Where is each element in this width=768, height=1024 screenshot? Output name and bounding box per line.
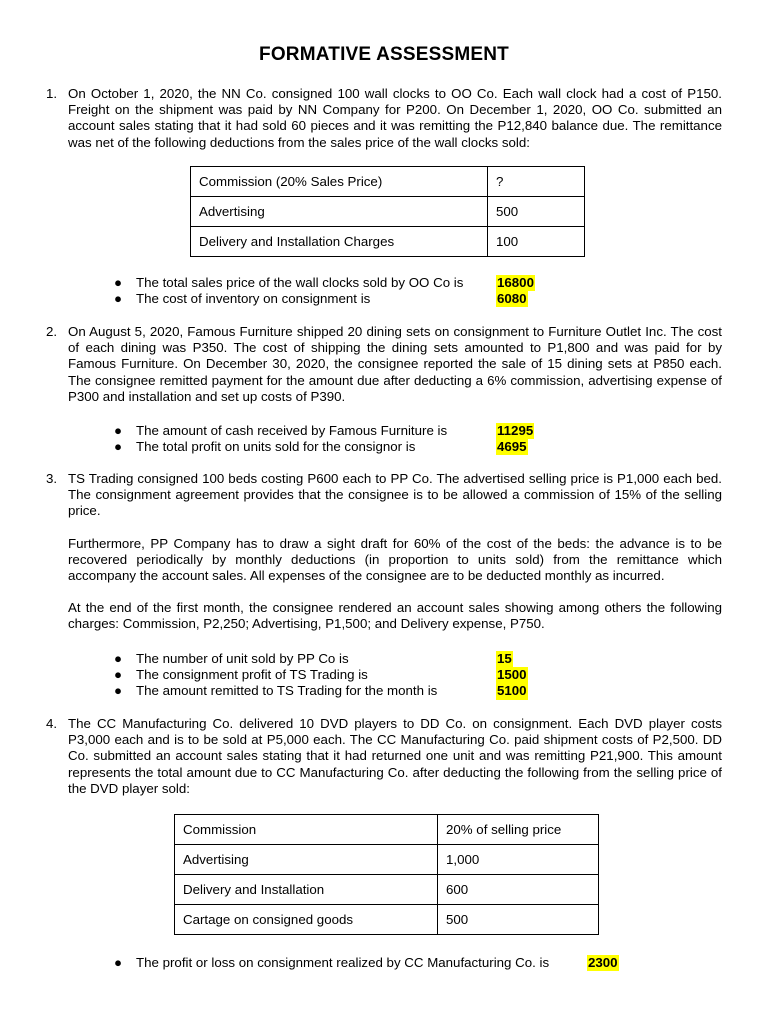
answer-list-3 (114, 651, 676, 700)
question-number: 3. (46, 471, 58, 486)
list-item (114, 275, 676, 291)
question-text: The CC Manufacturing Co. delivered 10 DVD players to DD Co. on consignment. Each DVD player costs P3,000 each and is to be sold at P5,000 each. The CC Manufacturing Co. paid shipment costs of P2,500. DD Co. submitted an account sales stating that it had returned one unit and was remitting P21,900. This amount represents the total amount due to CC Manufacturing Co. after deducting the following from the selling price of the DVD player sold: (68, 716, 722, 796)
deductions-table-4 (174, 814, 599, 935)
answer-value: 4695 (497, 439, 527, 455)
list-item (114, 683, 676, 699)
table-cell: 1,000 (438, 845, 599, 875)
answer-label: The profit or loss on consignment realized by CC Manufacturing Co. is (136, 955, 550, 970)
bullet-icon: ● (114, 275, 123, 290)
answer-label: The total sales price of the wall clocks sold by OO Co is (136, 275, 464, 290)
table-row (175, 845, 599, 875)
table-row (191, 227, 585, 257)
answer-list-2 (114, 423, 676, 455)
deductions-table-1 (190, 166, 585, 257)
page-title: FORMATIVE ASSESSMENT (259, 44, 509, 65)
answer-label: The number of unit sold by PP Co is (136, 651, 349, 666)
question-2 (46, 324, 722, 405)
table-row (175, 905, 599, 935)
bullet-icon: ● (114, 291, 123, 307)
bullet-icon: ● (114, 955, 123, 970)
list-item (114, 955, 676, 971)
list-item (114, 423, 676, 439)
question-text: On August 5, 2020, Famous Furniture shipped 20 dining sets on consignment to Furniture Outlet Inc. The cost of each dining was P350. The cost of shipping the dining sets amounted to P1,800 and was paid for by Famous Furniture. On December 30, 2020, the consignee reported the sale of 15 dining sets at P850 each. The consignee remitted payment for the amount due after deducting a 6% commission, advertising expense of P300 and installation and set up costs of P390. (68, 324, 722, 404)
table-cell: Cartage on consigned goods (175, 905, 438, 935)
answer-value: 5100 (497, 683, 527, 699)
table-cell: 20% of selling price (438, 815, 599, 845)
question-text: Furthermore, PP Company has to draw a sight draft for 60% of the cost of the beds: the advance is to be recovered periodically by monthly deductions (in proportion to units sold) from the remittance which accompany the account sales. All expenses of the consignee are to be deducted monthly as incurred. (68, 535, 722, 584)
list-item (114, 667, 676, 683)
table-row (175, 875, 599, 905)
answer-label: The consignment profit of TS Trading is (136, 667, 368, 683)
answer-value: 11295 (497, 423, 534, 438)
question-text: TS Trading consigned 100 beds costing P600 each to PP Co. The advertised selling price is P1,000 each bed. The consignment agreement provides that the consignee is to be allowed a commission of 15% of the selling price. (68, 471, 722, 519)
list-item (114, 291, 676, 307)
bullet-icon: ● (114, 439, 123, 455)
question-4 (46, 716, 722, 797)
table-cell: Delivery and Installation Charges (191, 227, 488, 257)
answer-label: The cost of inventory on consignment is (136, 291, 371, 307)
question-1 (46, 86, 722, 151)
table-row (191, 197, 585, 227)
question-number: 1. (46, 86, 58, 101)
answer-label: The total profit on units sold for the consignor is (136, 439, 416, 455)
question-number: 4. (46, 716, 58, 731)
table-cell: 500 (488, 197, 585, 227)
bullet-icon: ● (114, 667, 123, 683)
bullet-icon: ● (114, 651, 123, 666)
table-cell: 600 (438, 875, 599, 905)
answer-list-1 (114, 275, 676, 307)
answer-value: 1500 (497, 667, 527, 683)
table-cell: Commission (175, 815, 438, 845)
question-number: 2. (46, 324, 58, 339)
bullet-icon: ● (114, 683, 123, 699)
table-cell: 100 (488, 227, 585, 257)
question-text: On October 1, 2020, the NN Co. consigned 100 wall clocks to OO Co. Each wall clock had a cost of P150. Freight on the shipment was paid by NN Company for P200. On December 1, 2020, OO Co. submitted an account sales stating that it had sold 60 pieces and it was remitting the P12,840 balance due. The remittance was net of the following deductions from the sales price of the wall clocks sold: (68, 86, 722, 150)
table-cell: Advertising (175, 845, 438, 875)
table-cell: ? (488, 167, 585, 197)
list-item (114, 651, 676, 667)
table-cell: Advertising (191, 197, 488, 227)
table-cell: Commission (20% Sales Price) (191, 167, 488, 197)
answer-value: 6080 (497, 291, 527, 307)
answer-list-4 (114, 955, 676, 971)
answer-value: 2300 (588, 955, 618, 970)
list-item (114, 439, 676, 455)
answer-label: The amount of cash received by Famous Furniture is (136, 423, 448, 438)
answer-label: The amount remitted to TS Trading for the month is (136, 683, 438, 699)
table-row (191, 167, 585, 197)
bullet-icon: ● (114, 423, 123, 438)
table-cell: Delivery and Installation (175, 875, 438, 905)
answer-value: 15 (497, 651, 512, 666)
question-text: At the end of the first month, the consignee rendered an account sales showing among others the following charges: Commission, P2,250; Advertising, P1,500; and Delivery expense, P750. (68, 600, 722, 632)
answer-value: 16800 (497, 275, 534, 290)
table-cell: 500 (438, 905, 599, 935)
table-row (175, 815, 599, 845)
question-3 (46, 471, 722, 633)
